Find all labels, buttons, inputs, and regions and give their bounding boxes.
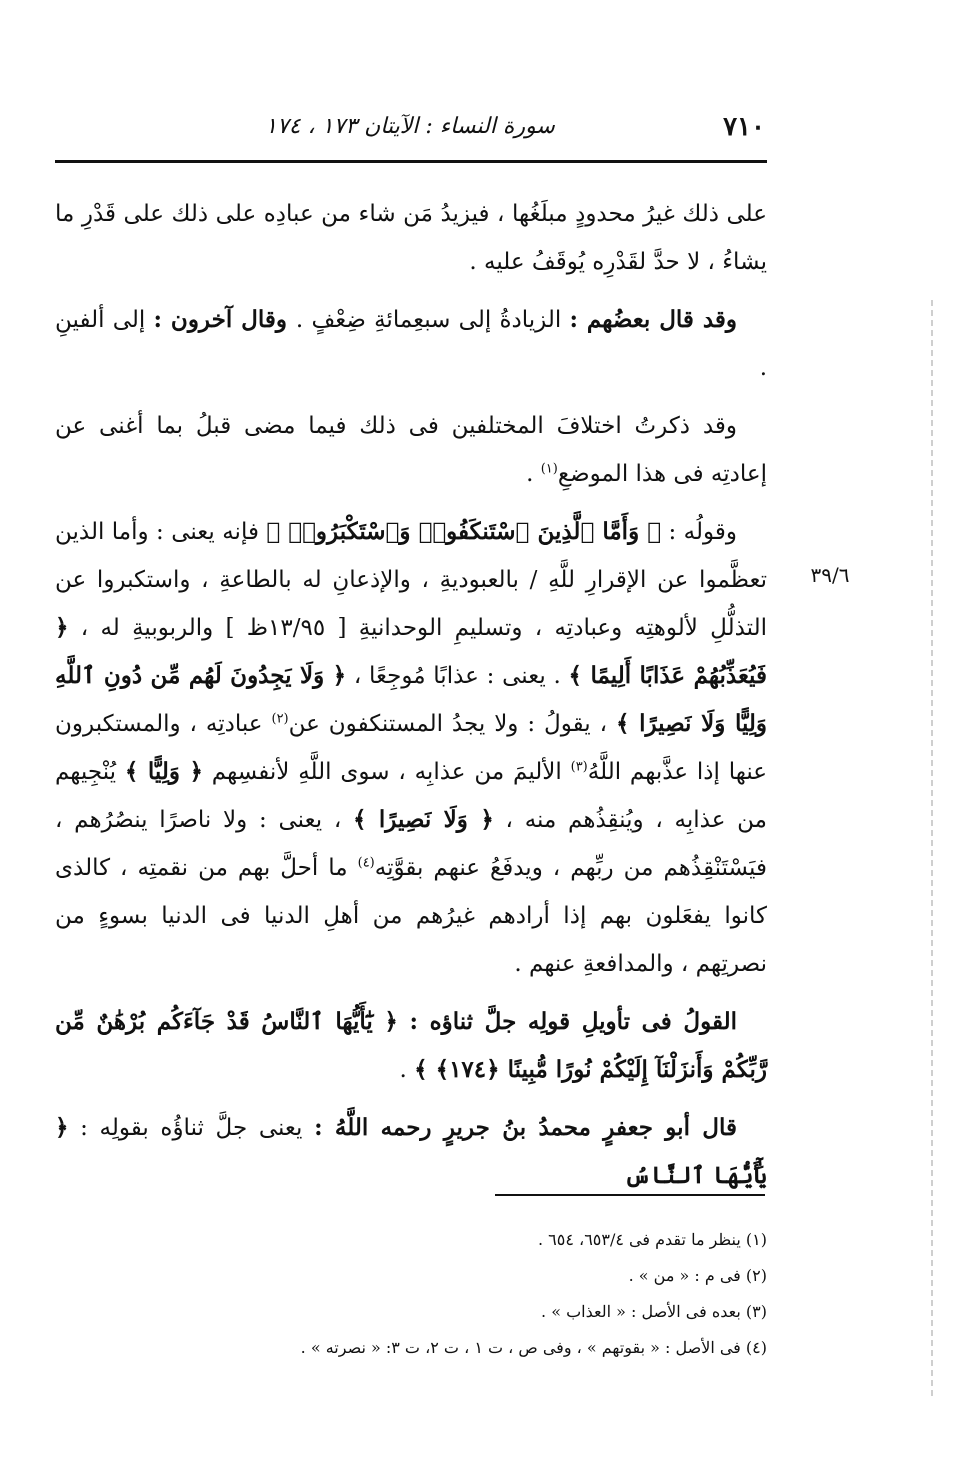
paragraph-5 <box>55 998 767 1094</box>
paragraph-text: يُنْجِيهم من عذابِه ، ويُنقِذُهم منه ، <box>55 759 767 833</box>
speaker-label: وقال آخرون : <box>153 306 296 333</box>
footnote-ref-2: (٢) <box>271 711 289 727</box>
running-title: سورة النساء : الآيتان ١٧٣ ، ١٧٤ <box>265 114 555 139</box>
paragraph-text: يعنى جلَّ ثناؤُه بقولِه : <box>68 1115 315 1141</box>
paragraph-3 <box>55 402 767 498</box>
paragraph-text: إلى ألفينِ . <box>55 307 767 381</box>
footnote-ref-4: (٤) <box>357 855 375 871</box>
margin-reference: ٣٩/٦ <box>810 563 850 587</box>
quran-quote: ﴿ وَلَا يَجِدُونَ لَهُم مِّن دُونِ ٱللَّهِ وَلِيًّا وَلَا نَصِيرًا ﴾ <box>55 662 768 737</box>
quran-quote: ﴿ يَٰٓأَيُّهَا ٱلنَّاسُ <box>55 1114 767 1189</box>
footnote-ref-3: (٣) <box>570 759 588 775</box>
quran-quote: ﴿ وَلَا نَصِيرًا ﴾ <box>352 806 494 833</box>
footnote-1: (١) ينظر ما تقدم فى ٦٥٣/٤، ٦٥٤ . <box>538 1230 767 1249</box>
footnote-4: (٤) فى الأصل : « بقوتهم » ، وفى ص ، ت ١ ، ت ٢، ت ٣: « نصرته » . <box>300 1338 767 1357</box>
section-heading: القولُ فى تأويلِ قولِه جلَّ ثناؤه : <box>397 1008 738 1035</box>
paragraph-text: عبادتِه ، والمستكبرون عنها إذا عذَّبهم اللَّهُ <box>55 711 767 785</box>
paragraph-text: . <box>399 1057 415 1083</box>
page-edge-shadow <box>931 300 933 1400</box>
quran-quote: ﴿ فَيُعَذِّبُهُمْ عَذَابًا أَلِيمًا ﴾ <box>55 614 767 689</box>
paragraph-text: . <box>526 461 541 487</box>
quran-quote: ﴿ يَٰٓأَيُّهَا ٱلنَّاسُ قَدْ جَآءَكُم بُرْهَٰنٌ مِّن رَّبِّكُمْ وَأَنزَلْنَآ إِلَيْكُمْ نُورًا مُّبِينًا ﴿١٧٤﴾ ﴾ <box>55 1008 767 1083</box>
speaker-label: وقد قال بعضُهم : <box>569 306 737 333</box>
quran-quote: ﴿ وَلِيًّا ﴾ <box>124 758 203 785</box>
quran-quote: ﴿ وَأَمَّا ٱلَّذِينَ ٱسْتَنكَفُوا۟ وَٱسْتَكْبَرُوا۟ ﴾ <box>266 518 662 545</box>
paragraph-text: . يعنى : عذابًا مُوجِعًا ، <box>346 663 569 689</box>
paragraph-2 <box>55 296 767 392</box>
speaker-label: قال أبو جعفرٍ محمدُ بنُ جريرٍ رحمه اللَّهُ : <box>314 1114 738 1141</box>
paragraph-6 <box>55 1104 767 1200</box>
paragraph-4 <box>55 508 767 988</box>
paragraph-text: الأليمَ من عذابِه ، سوى اللَّهِ لأنفسِهم <box>202 759 571 785</box>
page-number: ٧١٠ <box>723 112 765 142</box>
footnotes <box>55 1222 767 1366</box>
paragraph-text: ، يقولُ : ولا يجدُ المستنكفون عن <box>288 711 616 737</box>
footnote-2: (٢) فى م : « من » . <box>628 1266 767 1285</box>
body-text <box>55 190 767 1210</box>
paragraph-1: على ذلك غيرُ محدودٍ مبلَغُها ، فيزيدُ مَن شاء من عبادِه على ذلك على قَدْرِ ما يشاءُ ، لا حدَّ لقَدْرِه يُوقَفُ عليه . <box>55 201 767 275</box>
paragraph-text: وقد ذكرتُ اختلافَ المختلفين فى ذلك فيما مضى قبلُ بما أغنى عن إعادتِه فى هذا الموضعِ <box>55 413 767 487</box>
paragraph-text: ، يعنى : ولا ناصرًا ينصُرُهم ، فيَسْتَنْقِذُهم من ربِّهم ، ويدفَعُ عنهم بقوَّتِه <box>55 807 767 881</box>
header-rule <box>55 160 767 163</box>
paragraph-text: فإنه يعنى : وأما الذين تعظَّموا عن الإقرارِ للَّهِ / بالعبوديةِ ، والإذعانِ له بالطاعةِ ، واستكبروا عن التذلُّلِ لألوهتِه وعبادتِه ، وتسليمِ الوحدانيةِ [ ١٣/٩٥ظ ] والربوبيةِ له ، <box>55 519 768 641</box>
footnote-3: (٣) بعده فى الأصل : « العذاب » . <box>541 1302 767 1321</box>
footnote-ref-1: (١) <box>540 461 558 477</box>
paragraph-text: الزيادةُ إلى سبعِمائةِ ضِعْفٍ . <box>295 307 570 333</box>
paragraph-text: ما أحلَّ بهم من نقمتِه ، كالذى كانوا يفعَلون بهم إذا أرادهم غيرُهم من أهلِ الدنيا فى الدنيا بسوءٍ من نصرتِهم ، والمدافعةِ عنهم . <box>55 855 767 977</box>
page-header <box>55 112 765 152</box>
paragraph-text: وقولُه : <box>661 519 737 545</box>
footnote-rule <box>495 1194 765 1196</box>
